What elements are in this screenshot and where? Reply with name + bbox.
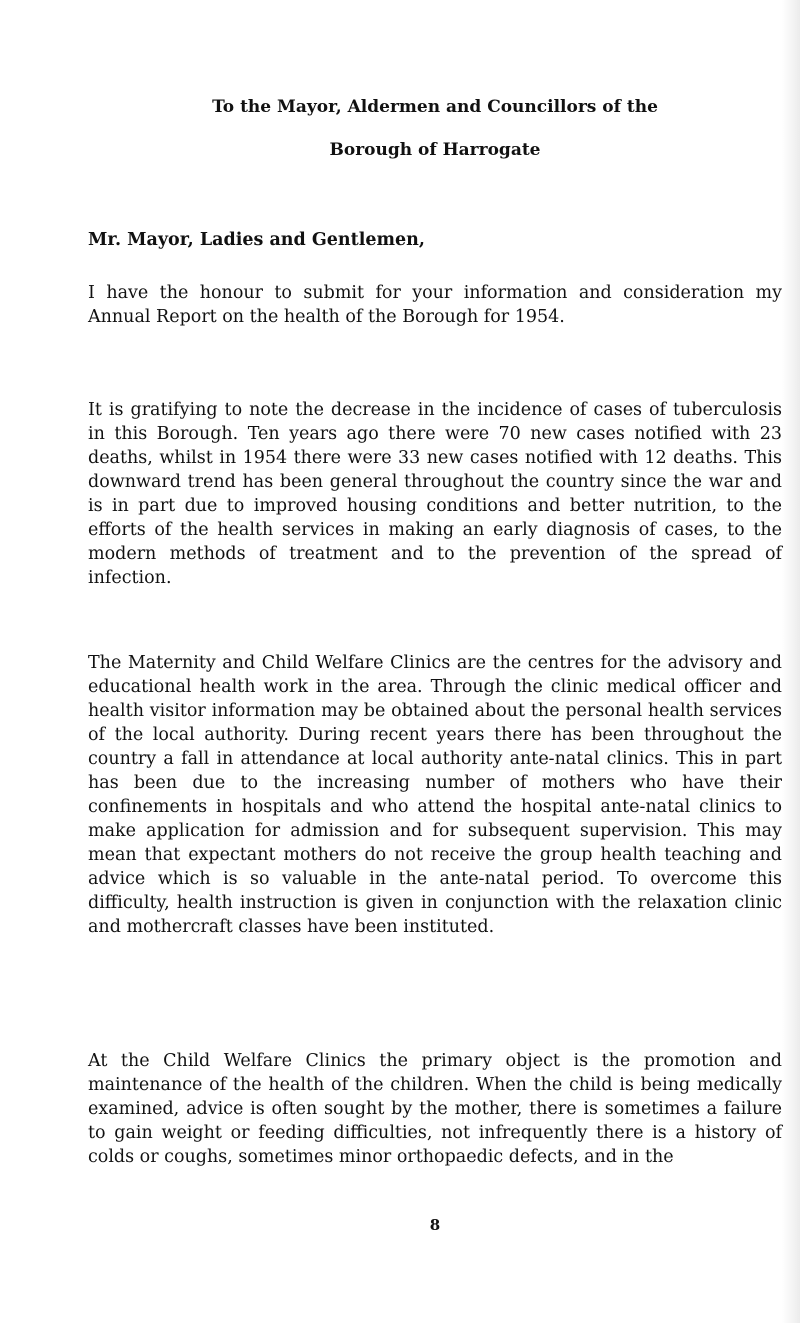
page-number: 8	[429, 1216, 441, 1234]
paragraph-introduction: I have the honour to submit for your information and consideration my Annual Report on the health of the Borough for 1954.	[88, 283, 782, 327]
borough-heading: Borough of Harrogate	[329, 140, 541, 160]
page-edge-shadow	[782, 0, 800, 1323]
paragraph-tuberculosis: It is gratifying to note the decrease in the incidence of cases of tuberculosis in this Borough. Ten years ago there were 70 new cases notified with 23 deaths, whilst in 1954 there were 33 new cases notified with 12 deaths. This downward trend has been general throughout the country since the war and is in part due to improved housing conditions and better nutrition, to the efforts of the health services in making an early diagnosis of cases, to the modern methods of treatment and to the prevention of the spread of infection.	[88, 400, 782, 588]
paragraph-child-welfare: At the Child Welfare Clinics the primary object is the promotion and maintenance of the health of the children. When the child is being medically examined, advice is often sought by the mother, there is sometimes a failure to gain weight or feeding difficulties, not infrequently there is a history of colds or coughs, sometimes minor orthopaedic defects, and in the	[88, 1051, 782, 1167]
address-heading: To the Mayor, Aldermen and Councillors of the	[212, 97, 658, 117]
salutation: Mr. Mayor, Ladies and Gentlemen,	[88, 230, 425, 250]
paragraph-maternity-clinics: The Maternity and Child Welfare Clinics are the centres for the advisory and educational health work in the area. Through the clinic medical officer and health visitor information may be obtained about the personal health services of the local authority. During recent years there has been throughout the country a fall in attendance at local authority ante-natal clinics. This in part has been due to the increasing number of mothers who have their confinements in hospitals and who attend the hospital ante-natal clinics to make application for admission and for subsequent supervision. This may mean that expectant mothers do not receive the group health teaching and advice which is so valuable in the ante-natal period. To overcome this difficulty, health instruction is given in conjunction with the relaxation clinic and mothercraft classes have been instituted.	[88, 653, 782, 937]
